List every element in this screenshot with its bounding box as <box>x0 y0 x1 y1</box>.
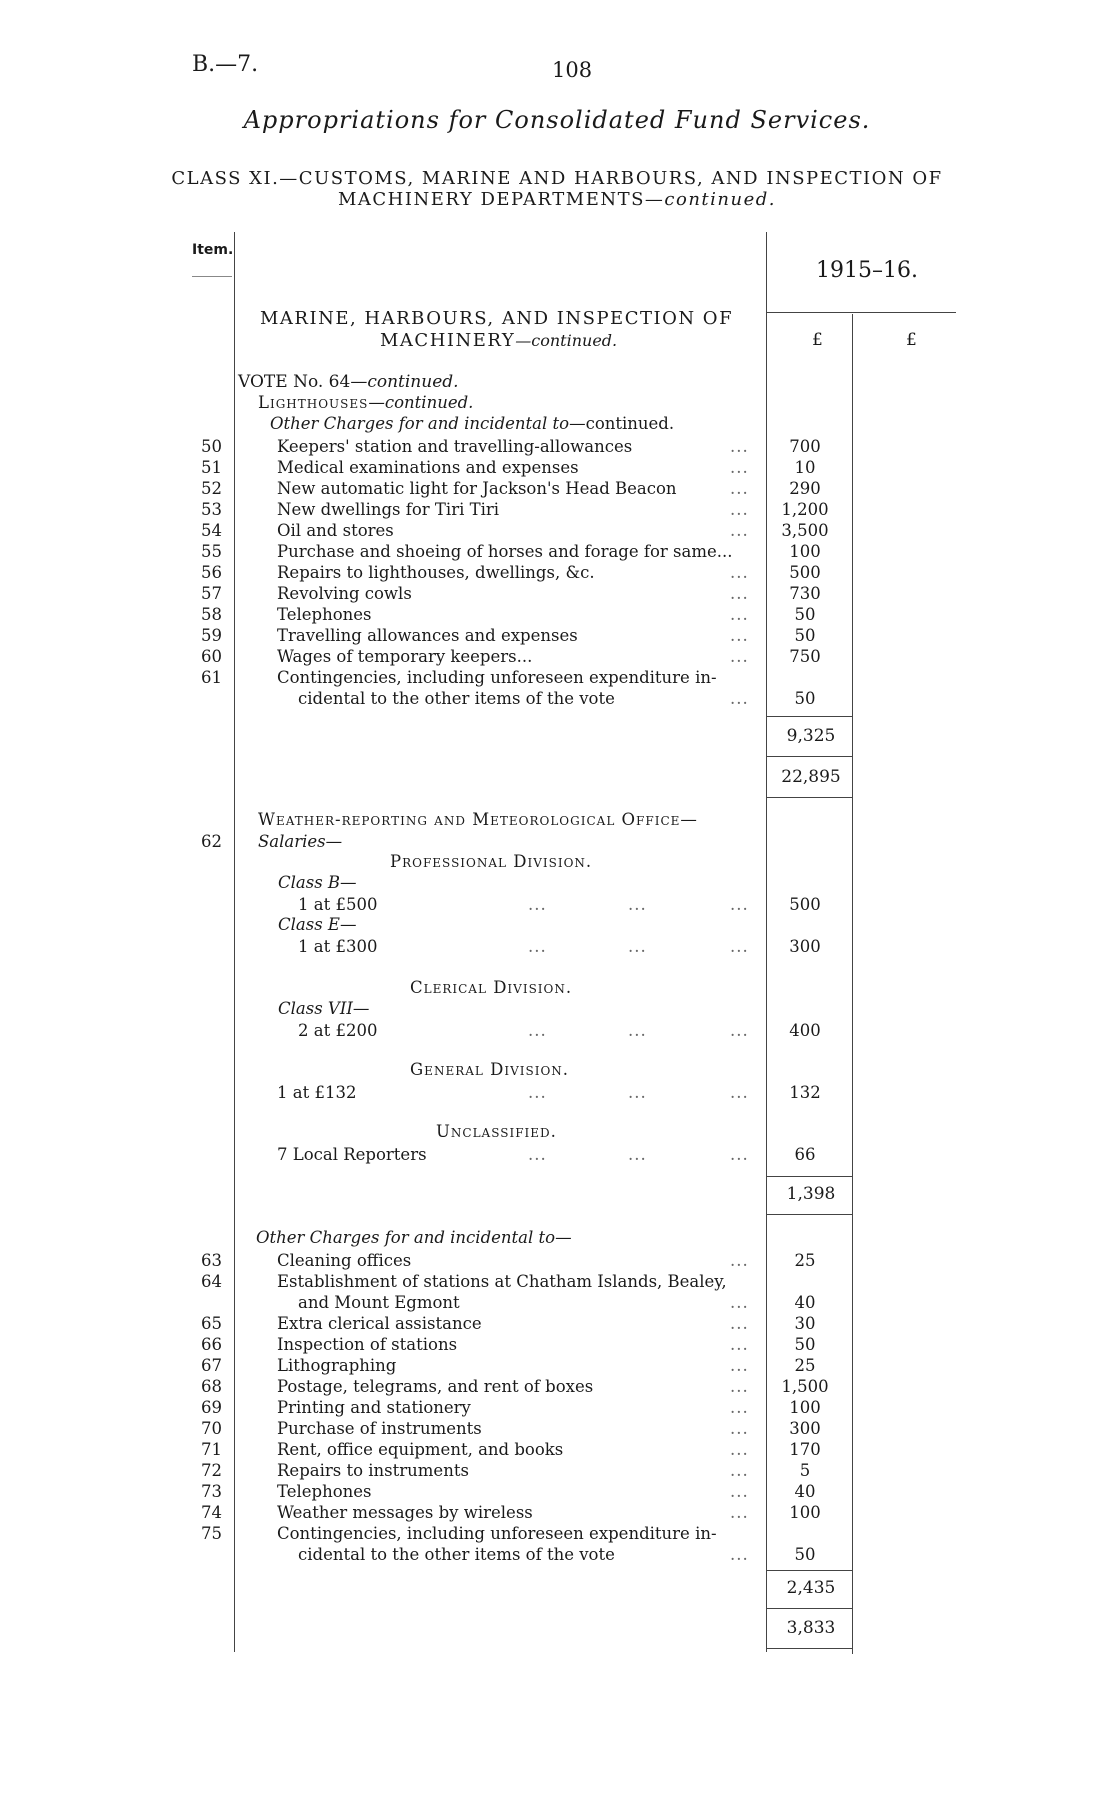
page-title: Appropriations for Consolidated Fund Services. <box>243 106 871 134</box>
year-column-header: 1915–16. <box>816 258 918 283</box>
item-number: 69 <box>201 1398 222 1417</box>
leader-dots: ... <box>730 500 749 519</box>
item-number: 58 <box>201 605 222 624</box>
other-charges-suffix: —continued. <box>569 414 675 433</box>
leader-dots: ... <box>730 437 749 456</box>
leader-dots: ... <box>628 1021 647 1040</box>
item-amount: 750 <box>789 647 821 666</box>
item-description: Extra clerical assistance <box>277 1314 482 1333</box>
table-row <box>0 1376 1114 1397</box>
leader-dots: ... <box>730 584 749 603</box>
item-description: Contingencies, including unforeseen expenditure in- <box>277 1524 717 1543</box>
table-row <box>0 1313 1114 1334</box>
salaries-subtotal: 1,398 <box>786 1184 836 1204</box>
unclassified-label: Unclassified. <box>436 1122 557 1141</box>
vote-running-total: 22,895 <box>781 767 841 787</box>
item-amount: 100 <box>789 1398 821 1417</box>
leader-dots: ... <box>730 458 749 477</box>
item-amount: 25 <box>794 1251 816 1270</box>
table-row <box>0 646 1114 667</box>
item-description: cidental to the other items of the vote <box>298 689 615 708</box>
other-charges-label: Other Charges for and incidental to <box>270 414 570 433</box>
item-amount: 50 <box>794 1335 816 1354</box>
leader-dots: ... <box>730 1145 749 1164</box>
table-row <box>0 1460 1114 1481</box>
item-number: 71 <box>201 1440 222 1459</box>
item-description: New automatic light for Jackson's Head Beacon <box>277 479 677 498</box>
class-b-label: Class B— <box>278 873 357 892</box>
weather-office-heading <box>258 810 697 829</box>
leader-dots: ... <box>528 1083 547 1102</box>
weather-office-suffix: — <box>680 810 697 829</box>
item-description: 1 at £500 <box>298 895 378 914</box>
general-division-label: General Division. <box>410 1060 570 1079</box>
salaries-subtotal-rule <box>766 1176 852 1177</box>
item-number: 62 <box>201 832 222 851</box>
leader-dots: ... <box>730 1335 749 1354</box>
weather-other-charges-heading: Other Charges for and incidental to— <box>256 1228 572 1247</box>
table-row <box>0 1481 1114 1502</box>
item-description: Telephones <box>277 605 372 624</box>
item-amount: 700 <box>789 437 821 456</box>
leader-dots: ... <box>628 937 647 956</box>
table-row <box>0 1355 1114 1376</box>
item-amount: 25 <box>794 1356 816 1375</box>
item-description: Repairs to instruments <box>277 1461 469 1480</box>
item-description: 1 at £132 <box>277 1083 357 1102</box>
item-number: 65 <box>201 1314 222 1333</box>
item-description: Cleaning offices <box>277 1251 412 1270</box>
item-amount: 100 <box>789 1503 821 1522</box>
item-description: Weather messages by wireless <box>277 1503 533 1522</box>
salaries-subtotal-rule-bottom <box>766 1214 852 1215</box>
table-row <box>0 1082 1114 1103</box>
item-amount: 50 <box>794 1545 816 1564</box>
item-description: and Mount Egmont <box>298 1293 460 1312</box>
class-heading-line1: CLASS XI.—CUSTOMS, MARINE AND HARBOURS, AND INSPECTION OF <box>171 168 943 189</box>
item-number: 56 <box>201 563 222 582</box>
table-row <box>0 541 1114 562</box>
table-row <box>0 1250 1114 1271</box>
item-amount: 30 <box>794 1314 816 1333</box>
table-row <box>0 1502 1114 1523</box>
leader-dots: ... <box>730 1377 749 1396</box>
item-number: 61 <box>201 668 222 687</box>
item-amount: 1,200 <box>781 500 829 519</box>
item-description: Telephones <box>277 1482 372 1501</box>
item-number: 74 <box>201 1503 222 1522</box>
leader-dots: ... <box>528 1145 547 1164</box>
class-vii-label: Class VII— <box>278 999 370 1018</box>
table-row <box>0 583 1114 604</box>
item-description: Repairs to lighthouses, dwellings, &c. <box>277 563 595 582</box>
leader-dots: ... <box>730 1021 749 1040</box>
item-number: 59 <box>201 626 222 645</box>
lighthouses-suffix: —continued. <box>368 393 474 412</box>
item-description: New dwellings for Tiri Tiri <box>277 500 500 519</box>
section-heading-line1: MARINE, HARBOURS, AND INSPECTION OF <box>260 308 734 329</box>
leader-dots: ... <box>730 1356 749 1375</box>
item-number: 75 <box>201 1524 222 1543</box>
table-row <box>0 1020 1114 1041</box>
year-header-rule <box>766 312 956 313</box>
item-description: Purchase of instruments <box>277 1419 482 1438</box>
item-description: Lithographing <box>277 1356 397 1375</box>
subtotal-rule <box>766 716 852 717</box>
item-amount: 730 <box>789 584 821 603</box>
item-amount: 40 <box>794 1293 816 1312</box>
item-description: Contingencies, including unforeseen expenditure in- <box>277 668 717 687</box>
leader-dots: ... <box>730 1461 749 1480</box>
item-number: 64 <box>201 1272 222 1291</box>
class-heading-suffix: —continued. <box>644 189 777 210</box>
professional-division-label: Professional Division. <box>390 852 593 871</box>
table-row <box>0 478 1114 499</box>
lighthouses-subtotal: 9,325 <box>786 726 836 746</box>
item-amount: 170 <box>789 1440 821 1459</box>
item-description: Travelling allowances and expenses <box>277 626 578 645</box>
table-row <box>0 936 1114 957</box>
clerical-division-label: Clerical Division. <box>410 978 573 997</box>
table-row <box>0 436 1114 457</box>
leader-dots: ... <box>730 1314 749 1333</box>
weather-other-charges-subtotal: 2,435 <box>786 1578 836 1598</box>
item-description: Postage, telegrams, and rent of boxes <box>277 1377 594 1396</box>
item-number: 53 <box>201 500 222 519</box>
total-rule-bottom <box>766 797 852 798</box>
item-column-header: Item. <box>192 242 234 258</box>
item-amount: 100 <box>789 542 821 561</box>
table-row <box>0 1292 1114 1313</box>
leader-dots: ... <box>730 647 749 666</box>
leader-dots: ... <box>730 1545 749 1564</box>
item-description: Oil and stores <box>277 521 394 540</box>
item-number: 60 <box>201 647 222 666</box>
item-number: 55 <box>201 542 222 561</box>
item-description: Keepers' station and travelling-allowances <box>277 437 633 456</box>
table-row <box>0 1271 1114 1292</box>
item-description: Inspection of stations <box>277 1335 458 1354</box>
section-heading-line2 <box>380 330 617 351</box>
item-number: 63 <box>201 1251 222 1270</box>
leader-dots: ... <box>730 1503 749 1522</box>
item-number: 73 <box>201 1482 222 1501</box>
table-row <box>0 688 1114 709</box>
leader-dots: ... <box>730 1251 749 1270</box>
item-number: 51 <box>201 458 222 477</box>
table-row <box>0 1144 1114 1165</box>
leader-dots: ... <box>730 895 749 914</box>
weather-office-label: Weather-reporting and Meteorological Office <box>258 810 681 829</box>
table-row <box>0 562 1114 583</box>
leader-dots: ... <box>730 1398 749 1417</box>
weather-office-total: 3,833 <box>786 1618 836 1638</box>
item-description: Wages of temporary keepers... <box>277 647 533 666</box>
page-number: 108 <box>552 58 593 82</box>
item-description: 7 Local Reporters <box>277 1145 427 1164</box>
lighthouses-heading <box>258 393 473 412</box>
item-amount: 50 <box>794 605 816 624</box>
item-amount: 3,500 <box>781 521 829 540</box>
item-description: Revolving cowls <box>277 584 412 603</box>
table-row <box>0 520 1114 541</box>
table-row <box>0 1397 1114 1418</box>
weather-total-rule <box>766 1608 852 1609</box>
leader-dots: ... <box>730 689 749 708</box>
leader-dots: ... <box>730 1440 749 1459</box>
item-number: 57 <box>201 584 222 603</box>
item-amount: 1,500 <box>781 1377 829 1396</box>
item-number: 67 <box>201 1356 222 1375</box>
item-description: cidental to the other items of the vote <box>298 1545 615 1564</box>
leader-dots: ... <box>628 1083 647 1102</box>
table-row <box>0 667 1114 688</box>
item-amount: 300 <box>789 1419 821 1438</box>
other-charges-heading <box>270 414 674 433</box>
table-row <box>0 604 1114 625</box>
table-row <box>0 894 1114 915</box>
item-number: 50 <box>201 437 222 456</box>
item-amount: 290 <box>789 479 821 498</box>
item-description: Printing and stationery <box>277 1398 471 1417</box>
leader-dots: ... <box>730 479 749 498</box>
class-heading-line2 <box>0 189 1114 210</box>
item-amount: 40 <box>794 1482 816 1501</box>
lighthouses-label: Lighthouses <box>258 393 369 412</box>
currency-symbol-total: £ <box>906 330 917 350</box>
item-description: Rent, office equipment, and books <box>277 1440 564 1459</box>
item-description: Purchase and shoeing of horses and forage for same... <box>277 542 733 561</box>
class-heading-main: MACHINERY DEPARTMENTS <box>337 189 645 210</box>
item-amount: 66 <box>794 1145 816 1164</box>
table-row <box>0 831 1114 852</box>
vote-heading <box>238 372 459 392</box>
item-number: 54 <box>201 521 222 540</box>
item-amount: 50 <box>794 689 816 708</box>
vote-label: VOTE No. 64 <box>238 372 351 392</box>
leader-dots: ... <box>628 1145 647 1164</box>
item-amount: 400 <box>789 1021 821 1040</box>
item-number: 70 <box>201 1419 222 1438</box>
section-heading-suffix: —continued. <box>515 331 618 350</box>
item-amount: 132 <box>789 1083 821 1102</box>
item-header-rule <box>192 276 232 277</box>
salaries-label: Salaries— <box>258 832 343 851</box>
item-description: Medical examinations and expenses <box>277 458 579 477</box>
item-amount: 500 <box>789 895 821 914</box>
leader-dots: ... <box>730 1083 749 1102</box>
leader-dots: ... <box>528 937 547 956</box>
item-amount: 5 <box>799 1461 811 1480</box>
document-reference: B.—7. <box>192 52 259 77</box>
table-row <box>0 1418 1114 1439</box>
leader-dots: ... <box>528 1021 547 1040</box>
table-row <box>0 1523 1114 1544</box>
item-amount: 50 <box>794 626 816 645</box>
total-rule <box>766 756 852 757</box>
table-row <box>0 1544 1114 1565</box>
leader-dots: ... <box>730 626 749 645</box>
leader-dots: ... <box>528 895 547 914</box>
leader-dots: ... <box>730 937 749 956</box>
item-description: 1 at £300 <box>298 937 378 956</box>
item-amount: 500 <box>789 563 821 582</box>
currency-symbol-estimate: £ <box>812 330 823 350</box>
item-number: 68 <box>201 1377 222 1396</box>
weather-total-rule-bottom <box>766 1648 852 1649</box>
item-description: 2 at £200 <box>298 1021 378 1040</box>
item-amount: 300 <box>789 937 821 956</box>
item-number: 66 <box>201 1335 222 1354</box>
item-number: 52 <box>201 479 222 498</box>
class-e-label: Class E— <box>278 915 357 934</box>
table-row <box>0 1334 1114 1355</box>
leader-dots: ... <box>730 1293 749 1312</box>
table-row <box>0 625 1114 646</box>
vote-suffix: —continued. <box>350 372 459 392</box>
item-amount: 10 <box>794 458 816 477</box>
leader-dots: ... <box>730 521 749 540</box>
weather-subtotal-rule <box>766 1570 852 1571</box>
table-row <box>0 457 1114 478</box>
leader-dots: ... <box>628 895 647 914</box>
table-row <box>0 1439 1114 1460</box>
leader-dots: ... <box>730 605 749 624</box>
item-number: 72 <box>201 1461 222 1480</box>
table-row <box>0 499 1114 520</box>
item-description: Establishment of stations at Chatham Islands, Bealey, <box>277 1272 727 1291</box>
section-heading-main: MACHINERY <box>380 330 516 351</box>
leader-dots: ... <box>730 1482 749 1501</box>
leader-dots: ... <box>730 1419 749 1438</box>
leader-dots: ... <box>730 563 749 582</box>
